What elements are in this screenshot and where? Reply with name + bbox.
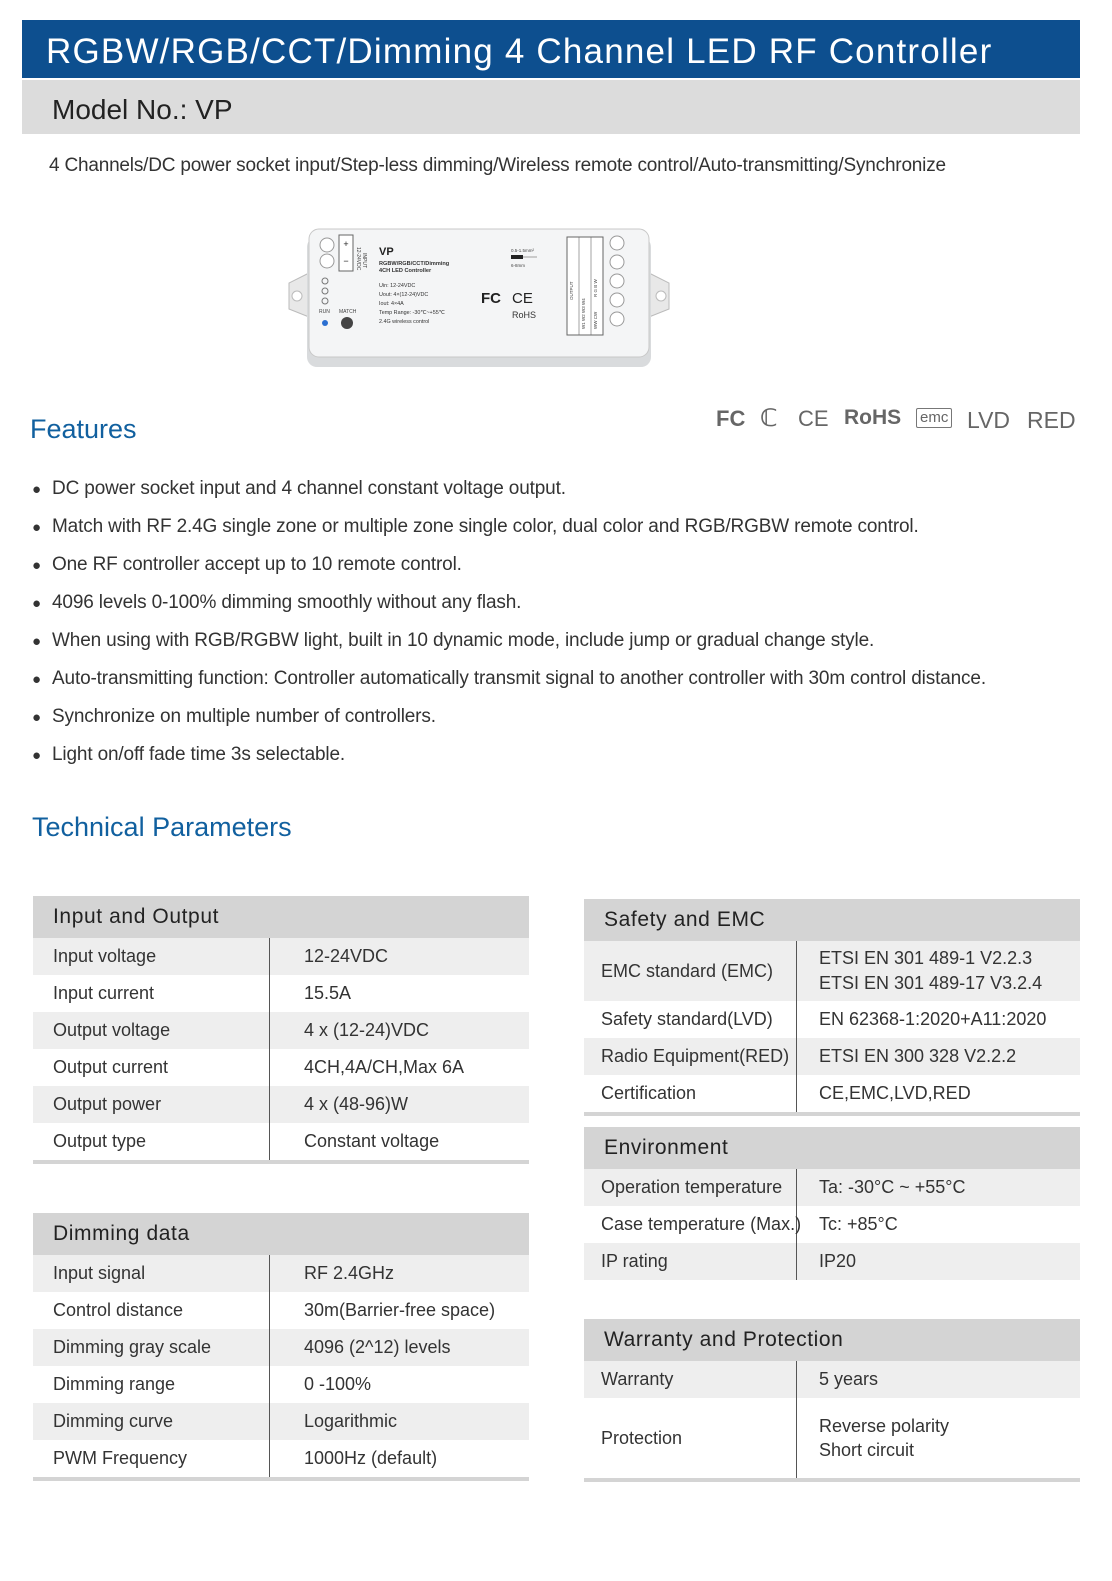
table-row: Case temperature (Max.) Tc: +85°C (584, 1206, 1080, 1243)
title-bar (22, 20, 1080, 78)
technical-heading: Technical Parameters (32, 812, 292, 842)
terminal-labels-1: W1 W2 W3 W4 (581, 298, 586, 329)
table-row: Certification CE,EMC,LVD,RED (584, 1075, 1080, 1112)
run-label: RUN (319, 309, 330, 315)
input-voltage: 12-24VDC (355, 247, 361, 271)
feature-item: ● When using with RGB/RGBW light, built in 10 dynamic mode, include jump or gradual change style. (32, 630, 875, 651)
feature-item: ● 4096 levels 0-100% dimming smoothly without any flash. (32, 592, 522, 613)
device-spec-2: Uout: 4×(12-24)VDC (379, 292, 429, 298)
controller-device-image (287, 225, 671, 370)
feature-item: ● One RF controller accept up to 10 remote control. (32, 554, 462, 575)
table-row: Dimming gray scale 4096 (2^12) levels (33, 1329, 529, 1366)
feature-item: ● Synchronize on multiple number of controllers. (32, 706, 436, 727)
certification-logos (716, 404, 1082, 436)
feature-item: ● Light on/off fade time 3s selectable. (32, 744, 346, 765)
table-row: Output type Constant voltage (33, 1123, 529, 1160)
svg-text:−: − (343, 256, 349, 266)
table-title: Environment (584, 1127, 1080, 1169)
model-number: Model No.: VP (52, 94, 233, 125)
emc-logo: emc (916, 408, 952, 428)
device-fc-logo: FC (481, 290, 501, 307)
fc-logo: FC (716, 406, 746, 431)
match-label: MATCH (339, 309, 357, 315)
table-row: Input voltage 12-24VDC (33, 938, 529, 975)
table-row: Output voltage 4 x (12-24)VDC (33, 1012, 529, 1049)
table-title: Input and Output (33, 896, 529, 938)
red-logo: RED (1027, 407, 1076, 433)
device-spec-5: 2.4G wireless control (379, 319, 430, 325)
table-row: Output power 4 x (48-96)W (33, 1086, 529, 1123)
lvd-logo: LVD (967, 407, 1011, 433)
product-summary: 4 Channels/DC power socket input/Step-less dimming/Wireless remote control/Auto-transmitting/Synchronize (49, 155, 946, 176)
table-row: Dimming range 0 -100% (33, 1366, 529, 1403)
model-bar (22, 80, 1080, 134)
page-title: RGBW/RGB/CCT/Dimming 4 Channel LED RF Controller (46, 32, 993, 71)
table-row: Warranty 5 years (584, 1361, 1080, 1398)
input-output-table (33, 896, 529, 1164)
wire-size: 0.5-1.5mm² (511, 248, 535, 253)
table-row: Input current 15.5A (33, 975, 529, 1012)
strip-length: 6-8mm (511, 263, 526, 268)
table-title: Dimming data (33, 1213, 529, 1255)
ce-logo: CE (798, 406, 829, 431)
table-row: Safety standard(LVD) EN 62368-1:2020+A11:2020 (584, 1001, 1080, 1038)
device-model: VP (379, 246, 394, 258)
device-ce-logo: CE (512, 290, 533, 307)
terminal-labels-2: WW CW (593, 311, 598, 329)
environment-table (584, 1127, 1080, 1280)
output-label: OUTPUT (569, 281, 574, 300)
table-row: Output current 4CH,4A/CH,Max 6A (33, 1049, 529, 1086)
table-row: Radio Equipment(RED) ETSI EN 300 328 V2.2.2 (584, 1038, 1080, 1075)
device-desc-1: RGBW/RGB/CCT/Dimming (379, 261, 450, 267)
table-row: Dimming curve Logarithmic (33, 1403, 529, 1440)
device-spec-4: Temp Range: -30℃~+55℃ (379, 310, 445, 316)
rohs-logo: RoHS (844, 406, 902, 429)
device-spec-1: Uin: 12-24VDC (379, 283, 416, 289)
device-desc-2: 4CH LED Controller (379, 268, 432, 274)
safety-emc-table (584, 899, 1080, 1116)
device-rohs: RoHS (512, 310, 537, 320)
device-spec-3: Iout: 4×4A (379, 301, 404, 307)
table-row: Input signal RF 2.4GHz (33, 1255, 529, 1292)
features-heading: Features (30, 414, 137, 444)
feature-item: ● Match with RF 2.4G single zone or multiple zone single color, dual color and RGB/RGBW remote control. (32, 516, 919, 537)
table-row: Protection Reverse polarity Short circuit (584, 1398, 1080, 1478)
terminal-labels-3: R G B W (593, 279, 598, 297)
dimming-data-table (33, 1213, 529, 1481)
table-row: PWM Frequency 1000Hz (default) (33, 1440, 529, 1477)
table-row: IP rating IP20 (584, 1243, 1080, 1280)
feature-item: ● Auto-transmitting function: Controller automatically transmit signal to another controller with 30m control distance. (32, 668, 986, 689)
feature-item: ● DC power socket input and 4 channel constant voltage output. (32, 478, 566, 499)
table-row: Control distance 30m(Barrier-free space) (33, 1292, 529, 1329)
features-list (32, 470, 1092, 774)
svg-text:+: + (343, 239, 349, 249)
table-row: EMC standard (EMC) ETSI EN 301 489-1 V2.2.3 ETSI EN 301 489-17 V3.2.4 (584, 941, 1080, 1001)
warranty-protection-table (584, 1319, 1080, 1482)
table-title: Safety and EMC (584, 899, 1080, 941)
c-tick-logo: ℂ (760, 405, 778, 432)
input-label: INPUT (361, 253, 367, 268)
table-row: Operation temperature Ta: -30°C ~ +55°C (584, 1169, 1080, 1206)
table-title: Warranty and Protection (584, 1319, 1080, 1361)
